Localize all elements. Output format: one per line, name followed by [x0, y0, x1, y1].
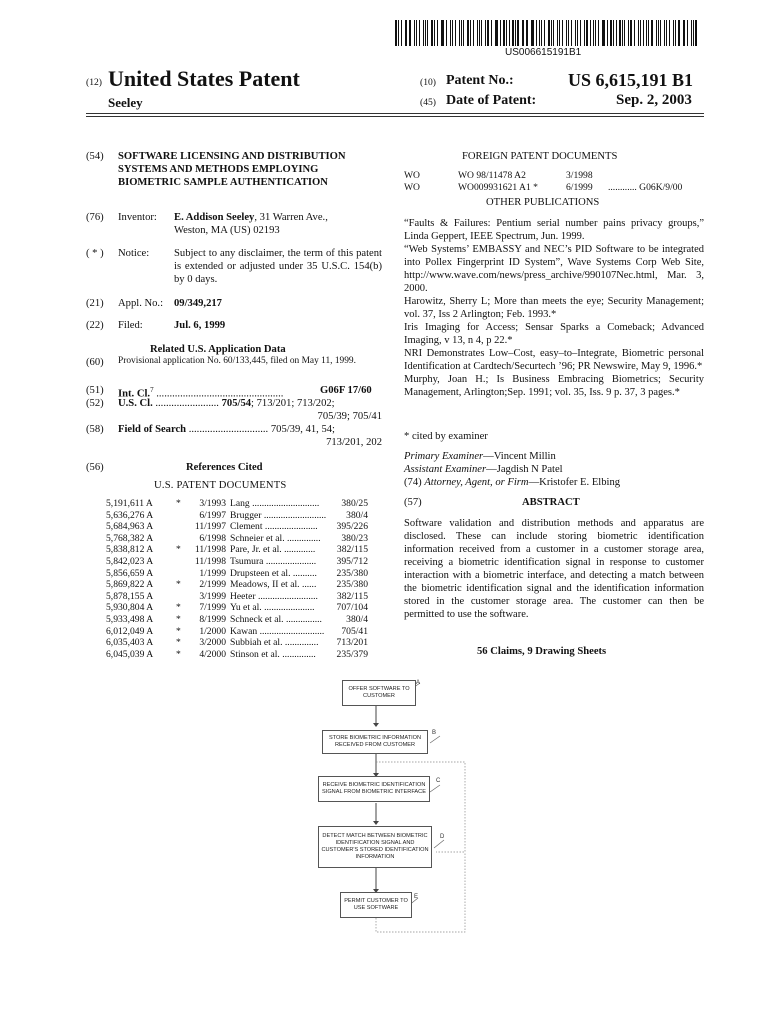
- us-doc-dots: ............................: [249, 498, 320, 509]
- us-doc-number: 5,930,804 A: [106, 602, 154, 614]
- date-label: Date of Patent:: [446, 93, 537, 108]
- us-doc-number: 6,035,403 A: [106, 637, 154, 649]
- us-doc-name-cell: [230, 568, 340, 580]
- barcode-bar: [437, 20, 438, 46]
- publication-entry: Harowitz, Sherry L; More than meets the eye; Security Management; vol. 37, Iss 2 Arlington; Feb. 1993.*: [404, 296, 704, 320]
- barcode-bar: [638, 20, 639, 46]
- barcode-bar: [463, 20, 464, 46]
- primary-examiner-name: —Vincent Millin: [483, 451, 556, 462]
- us-doc-dots: ...........................: [257, 625, 325, 637]
- barcode-bar: [441, 20, 442, 46]
- foreign-doc-class: ............ G06K/9/00: [608, 182, 683, 193]
- barcode-bar: [598, 20, 599, 46]
- barcode-bar: [509, 20, 510, 46]
- us-doc-name: Pare, Jr. et al.: [230, 544, 282, 556]
- inventor-label: Inventor:: [118, 212, 157, 223]
- us-doc-class: 705/41: [341, 625, 368, 637]
- us-doc-class: 713/201: [336, 637, 368, 649]
- us-doc-date: 8/1999: [199, 614, 226, 625]
- us-doc-name: Drupsteen et al.: [230, 567, 291, 579]
- barcode-bar: [575, 20, 576, 46]
- us-doc-dots: ..............: [279, 648, 316, 660]
- barcode-bar: [431, 20, 433, 46]
- us-doc-date: 1/2000: [199, 625, 226, 637]
- us-doc-name: Heeter: [230, 590, 256, 602]
- int-cl-sup: 7: [150, 386, 154, 394]
- foreign-doc-number: WO 98/11478 A2: [458, 170, 526, 181]
- foreign-doc-country: WO: [404, 170, 420, 181]
- code-45: (45): [420, 97, 436, 108]
- flowchart-step: PERMIT CUSTOMER TO USE SOFTWARE: [340, 892, 412, 918]
- primary-examiner: [404, 450, 556, 463]
- us-doc-number: 5,684,963 A: [106, 521, 154, 533]
- publication-entry: NRI Demonstrates Low–Cost, easy–to–Integrate, Biometric personal Identification at Cardtech/Securtech ’96; PR Newswire, May 9, 1996.*: [404, 348, 704, 372]
- code-60: (60): [86, 357, 104, 368]
- flowchart-step: OFFER SOFTWARE TO CUSTOMER: [342, 680, 416, 706]
- us-doc-dots: .....................: [263, 556, 317, 567]
- patent-number: US 6,615,191 B1: [568, 70, 694, 90]
- us-doc-date: 3/1999: [199, 590, 226, 602]
- claims-summary: 56 Claims, 9 Drawing Sheets: [477, 646, 607, 657]
- search-value-2: 713/201, 202: [326, 437, 382, 448]
- us-doc-dots: ..........: [290, 567, 317, 579]
- barcode-bar: [487, 20, 489, 46]
- barcode-bar: [559, 20, 560, 46]
- code-58: (58): [86, 424, 104, 435]
- us-doc-date: 4/2000: [199, 648, 226, 660]
- us-doc-dots: .........................: [255, 590, 318, 602]
- barcode-bar: [541, 20, 542, 46]
- int-cl-dots: ................................................: [153, 388, 284, 400]
- us-doc-name: Tsumura: [230, 556, 264, 567]
- notice-code: ( * ): [86, 248, 104, 259]
- us-doc-class: 380/4: [346, 614, 368, 625]
- attorney-code: (74): [404, 477, 422, 488]
- us-doc-name: Yu et al.: [230, 602, 262, 614]
- document-title: United States Patent: [108, 66, 300, 91]
- barcode-bar: [656, 20, 657, 46]
- barcode-bar: [496, 20, 497, 46]
- barcode-bar: [523, 20, 524, 46]
- us-doc-class: 380/25: [341, 498, 368, 509]
- barcode-bar: [577, 20, 578, 46]
- publication-entry: “Web Systems’ EMBASSY and NEC’s PID Software to be integrated into Pollex Fingerprint ID System”, Wave Systems Corp Web Site, http://www.wave.com/news/press_archive/990107Nec.html, Mar. 3, 2000.: [404, 244, 704, 294]
- barcode-bar: [571, 20, 572, 46]
- barcode-bar: [500, 20, 501, 46]
- us-doc-number: 5,838,812 A: [106, 544, 154, 556]
- barcode-bar: [506, 20, 507, 46]
- us-doc-class: 380/4: [346, 509, 368, 521]
- us-doc-date: 11/1998: [194, 544, 226, 556]
- code-76: (76): [86, 212, 104, 223]
- code-56: (56): [86, 462, 104, 473]
- assistant-examiner-name: —Jagdish N Patel: [486, 464, 563, 475]
- us-doc-dots: ..............: [284, 532, 321, 544]
- barcode-bar: [485, 20, 486, 46]
- barcode-bar: [551, 20, 552, 46]
- barcode-bar: [414, 20, 415, 46]
- us-cl-dots: ........................: [152, 398, 219, 409]
- us-doc-name: Lang: [230, 498, 250, 509]
- us-doc-dots: ..............: [282, 637, 319, 649]
- barcode-bar: [628, 20, 629, 46]
- barcode-bar: [616, 20, 617, 46]
- us-doc-dots: ...............: [283, 614, 322, 625]
- barcode-bar: [531, 20, 532, 46]
- flowchart-step: DETECT MATCH BETWEEN BIOMETRIC IDENTIFICATION SIGNAL AND CUSTOMER'S STORED IDENTIFICATION INFORMATION: [318, 826, 432, 868]
- abstract-code: (57): [404, 497, 422, 508]
- patent-date: Sep. 2, 2003: [616, 92, 692, 108]
- barcode-bar: [695, 20, 697, 46]
- barcode-bar: [658, 20, 659, 46]
- int-cl-label: Int. Cl.: [118, 388, 151, 400]
- foreign-doc-number: WO009931621 A1 *: [458, 182, 538, 193]
- barcode-bar: [446, 20, 448, 46]
- barcode-bar: [557, 20, 558, 46]
- barcode-bar: [646, 20, 647, 46]
- abstract-heading: ABSTRACT: [522, 497, 580, 508]
- barcode-bar: [651, 20, 653, 46]
- barcode-bar: [409, 20, 411, 46]
- inventor-address: , 31 Warren Ave.,: [254, 212, 328, 223]
- us-doc-date: 11/1998: [194, 556, 226, 567]
- us-doc-name-cell: [230, 510, 340, 522]
- us-doc-date: 6/1998: [199, 532, 226, 544]
- us-doc-number: 6,012,049 A: [106, 625, 154, 637]
- barcode-bar: [643, 20, 644, 46]
- barcode-bar: [691, 20, 692, 46]
- barcode-bar: [442, 20, 443, 46]
- inventor-short: Seeley: [108, 95, 143, 110]
- attorney-name: —Kristofer E. Elbing: [528, 477, 621, 488]
- inventor-line: [174, 211, 328, 224]
- us-doc-name: Stinson et al.: [230, 648, 280, 660]
- flowchart-step-tag: C: [436, 778, 441, 784]
- barcode-bar: [619, 20, 620, 46]
- us-doc-name: Schneck et al.: [230, 614, 284, 625]
- foreign-doc-date: 3/1998: [566, 170, 593, 181]
- code-12: (12): [86, 77, 102, 88]
- search-label: Field of Search: [118, 424, 187, 435]
- patent-no-label: Patent No.:: [446, 73, 514, 88]
- us-doc-star: *: [176, 625, 181, 637]
- us-doc-class: 707/104: [336, 602, 368, 614]
- inventor-name: E. Addison Seeley: [174, 212, 255, 223]
- foreign-doc-country: WO: [404, 182, 420, 193]
- us-doc-name: Meadows, II et al.: [230, 579, 300, 591]
- code-10: (10): [420, 77, 436, 88]
- us-doc-dots: ......: [299, 579, 317, 591]
- us-doc-class: 382/115: [336, 544, 368, 556]
- filed-label: Filed:: [118, 320, 143, 331]
- us-docs-heading: U.S. PATENT DOCUMENTS: [154, 480, 287, 491]
- barcode-bar: [595, 20, 596, 46]
- us-doc-name: Subbiah et al.: [230, 637, 283, 649]
- barcode-bar: [613, 20, 614, 46]
- barcode-bar: [584, 20, 585, 46]
- barcode-bar: [693, 20, 694, 46]
- us-doc-star: *: [176, 602, 181, 614]
- barcode-bar: [526, 20, 528, 46]
- us-doc-star: *: [176, 614, 181, 625]
- us-doc-date: 1/1999: [199, 567, 226, 579]
- flowchart-step: STORE BIOMETRIC INFORMATION RECEIVED FROM CUSTOMER: [322, 730, 428, 754]
- barcode-bar: [450, 20, 451, 46]
- us-doc-dots: ......................: [262, 521, 318, 533]
- barcode-bar: [586, 20, 588, 46]
- us-doc-class: 235/379: [336, 648, 368, 660]
- barcode-bar: [648, 20, 649, 46]
- us-cl-main: 705/54: [221, 398, 252, 409]
- us-doc-name-cell: [230, 579, 340, 591]
- barcode-bar: [675, 20, 677, 46]
- other-pubs-heading: OTHER PUBLICATIONS: [486, 197, 600, 208]
- barcode-bar: [602, 20, 603, 46]
- flowchart-step-tag: A: [416, 680, 421, 686]
- us-doc-class: 395/712: [336, 556, 368, 567]
- us-doc-dots: ..........................: [261, 509, 327, 521]
- barcode-bar: [461, 20, 462, 46]
- barcode: [395, 20, 700, 46]
- inventor-address-2: Weston, MA (US) 02193: [174, 225, 280, 236]
- barcode-bar: [395, 20, 397, 46]
- code-52: (52): [86, 398, 104, 409]
- us-doc-number: 6,045,039 A: [106, 648, 154, 660]
- us-doc-star: *: [176, 648, 181, 660]
- flowchart-step-tag: E: [414, 894, 419, 900]
- barcode-number: US006615191B1: [505, 47, 582, 58]
- barcode-bar: [624, 20, 625, 46]
- us-doc-name-cell: [230, 614, 340, 626]
- barcode-bar: [664, 20, 665, 46]
- barcode-bar: [481, 20, 482, 46]
- us-doc-number: 5,869,822 A: [106, 579, 154, 591]
- code-22: (22): [86, 320, 104, 331]
- flowchart-step-tag: D: [440, 834, 445, 840]
- us-doc-date: 7/1999: [199, 602, 226, 614]
- barcode-bar: [544, 20, 545, 46]
- us-doc-class: 235/380: [336, 579, 368, 591]
- us-doc-name-cell: [230, 544, 340, 556]
- us-doc-star: *: [176, 498, 181, 509]
- barcode-bar: [548, 20, 550, 46]
- barcode-bar: [479, 20, 480, 46]
- us-doc-name: Kawan: [230, 625, 258, 637]
- barcode-bar: [467, 20, 469, 46]
- appl-no-value: 09/349,217: [174, 298, 222, 309]
- related-heading: Related U.S. Application Data: [150, 344, 286, 355]
- us-doc-name-cell: [230, 521, 340, 533]
- foreign-doc-date: 6/1999: [566, 182, 593, 193]
- barcode-bar: [434, 20, 435, 46]
- barcode-bar: [517, 20, 518, 46]
- us-doc-date: 3/1993: [199, 498, 226, 509]
- barcode-bar: [405, 20, 406, 46]
- barcode-bar: [568, 20, 570, 46]
- references-heading: References Cited: [186, 462, 263, 473]
- notice-label: Notice:: [118, 248, 150, 259]
- barcode-bar: [580, 20, 581, 46]
- search-dots: ..............................: [186, 424, 269, 435]
- barcode-bar: [640, 20, 641, 46]
- barcode-bar: [536, 20, 537, 46]
- us-doc-class: 382/115: [336, 590, 368, 602]
- assistant-examiner-label: Assistant Examiner: [404, 464, 487, 475]
- us-cl-row: [118, 397, 335, 410]
- us-doc-date: 11/1997: [194, 521, 226, 533]
- publication-entry: Murphy, Joan H.; Is Business Embracing Biometrics; Security Management, Arlington;Sep. 1991; vol. 35, Iss. 9 p. 37, 3 pages.*: [404, 374, 704, 398]
- barcode-bar: [566, 20, 567, 46]
- search-value: 705/39, 41, 54;: [270, 424, 335, 435]
- header-rule: [86, 113, 704, 114]
- barcode-bar: [553, 20, 554, 46]
- barcode-bar: [512, 20, 513, 46]
- us-doc-date: 2/1999: [199, 579, 226, 591]
- barcode-bar: [683, 20, 684, 46]
- code-51: (51): [86, 385, 104, 396]
- barcode-bar: [459, 20, 460, 46]
- publications-list: [404, 217, 704, 399]
- us-doc-number: 5,856,659 A: [106, 567, 154, 579]
- barcode-bar: [423, 20, 424, 46]
- us-doc-name-cell: [230, 602, 340, 614]
- us-doc-date: 6/1997: [199, 509, 226, 521]
- us-doc-star: *: [176, 637, 181, 649]
- us-doc-number: 5,191,611 A: [106, 498, 153, 509]
- header-rule: [86, 116, 704, 117]
- int-cl-value: G06F 17/60: [320, 385, 372, 396]
- us-doc-date: 3/2000: [199, 637, 226, 649]
- barcode-bar: [491, 20, 492, 46]
- invention-title: SOFTWARE LICENSING AND DISTRIBUTION SYSTEMS AND METHODS EMPLOYING BIOMETRIC SAMPLE AUTHENTICATION: [118, 151, 346, 188]
- appl-no-label: Appl. No.:: [118, 298, 164, 309]
- barcode-bar: [425, 20, 426, 46]
- foreign-heading: FOREIGN PATENT DOCUMENTS: [462, 151, 618, 162]
- us-doc-name-cell: [230, 556, 340, 568]
- code-21: (21): [86, 298, 104, 309]
- us-doc-dots: .....................: [261, 602, 315, 614]
- us-cl-rest-2: 705/39; 705/41: [317, 411, 382, 422]
- barcode-bar: [678, 20, 679, 46]
- us-doc-name: Brugger: [230, 509, 262, 521]
- attorney-label: Attorney, Agent, or Firm: [424, 477, 529, 488]
- barcode-bar: [532, 20, 533, 46]
- us-doc-name-cell: [230, 637, 340, 649]
- barcode-bar: [539, 20, 540, 46]
- barcode-bar: [684, 20, 685, 46]
- provisional-text: Provisional application No. 60/133,445, filed on May 11, 1999.: [118, 356, 356, 366]
- barcode-bar: [416, 20, 417, 46]
- filed-value: Jul. 6, 1999: [174, 320, 226, 331]
- barcode-bar: [452, 20, 453, 46]
- barcode-bar: [477, 20, 478, 46]
- notice-text: Subject to any disclaimer, the term of this patent is extended or adjusted under 35 U.S.C. 154(b) by 0 days.: [174, 248, 382, 285]
- code-54: (54): [86, 151, 104, 162]
- publication-entry: Iris Imaging for Access; Sensar Sparks a Comeback; Advanced Imaging, v 13, n 4, p 22.*: [404, 322, 704, 346]
- publication-entry: “Faults & Failures: Pentium serial number pains privacy groups,” Linda Geppert, IEEE Spectrum, Jun. 1999.: [404, 218, 704, 242]
- assistant-examiner: [404, 463, 563, 476]
- barcode-bar: [455, 20, 456, 46]
- abstract-text: Software validation and distribution methods and apparatus are disclosed. These can include storing biometric identification information received from a customer in a customer storage area, receiving a biometric identification signal in response to customer interaction with a biometric interface, and detecting a match between the biometric identification signal and the identification information stored in the customer storage area. The customer can then be permitted to use the software.: [404, 518, 704, 620]
- us-doc-number: 5,842,023 A: [106, 556, 154, 567]
- us-doc-name-cell: [230, 533, 340, 545]
- us-doc-name-cell: [230, 649, 340, 661]
- barcode-bar: [590, 20, 591, 46]
- primary-examiner-label: Primary Examiner: [404, 451, 484, 462]
- barcode-bar: [503, 20, 505, 46]
- us-doc-name-cell: [230, 591, 340, 603]
- barcode-bar: [473, 20, 474, 46]
- us-doc-star: *: [176, 579, 181, 591]
- barcode-bar: [406, 20, 407, 46]
- barcode-bar: [669, 20, 670, 46]
- barcode-bar: [630, 20, 632, 46]
- barcode-bar: [607, 20, 608, 46]
- us-doc-dots: .............: [281, 544, 316, 556]
- us-cl-rest: ; 713/201; 713/202;: [251, 398, 335, 409]
- barcode-bar: [634, 20, 635, 46]
- barcode-bar: [593, 20, 594, 46]
- search-row: [118, 423, 335, 436]
- us-doc-class: 395/226: [336, 521, 368, 533]
- barcode-bar: [666, 20, 667, 46]
- barcode-bar: [603, 20, 604, 46]
- us-doc-class: 380/23: [341, 532, 368, 544]
- barcode-bar: [522, 20, 523, 46]
- barcode-bar: [427, 20, 428, 46]
- us-doc-name-cell: [230, 626, 340, 638]
- barcode-bar: [622, 20, 623, 46]
- barcode-bar: [419, 20, 420, 46]
- us-doc-number: 5,768,382 A: [106, 532, 154, 544]
- barcode-bar: [495, 20, 496, 46]
- barcode-bar: [515, 20, 516, 46]
- barcode-bar: [660, 20, 661, 46]
- us-doc-class: 235/380: [336, 567, 368, 579]
- barcode-bar: [687, 20, 688, 46]
- us-doc-number: 5,878,155 A: [106, 590, 154, 602]
- flowchart-step-tag: B: [432, 730, 437, 736]
- us-doc-name-cell: [230, 498, 340, 510]
- us-doc-star: *: [176, 544, 181, 556]
- barcode-bar: [470, 20, 471, 46]
- cited-note: * cited by examiner: [404, 431, 488, 442]
- us-doc-name: Schneier et al.: [230, 532, 285, 544]
- attorney: [404, 476, 620, 489]
- us-doc-number: 5,636,276 A: [106, 509, 154, 521]
- us-cl-label: U.S. Cl.: [118, 398, 153, 409]
- us-doc-name: Clement: [230, 521, 263, 533]
- barcode-bar: [398, 20, 399, 46]
- us-doc-number: 5,933,498 A: [106, 614, 154, 625]
- barcode-bar: [673, 20, 674, 46]
- flowchart-step: RECEIVE BIOMETRIC IDENTIFICATION SIGNAL FROM BIOMETRIC INTERFACE: [318, 776, 430, 802]
- barcode-bar: [562, 20, 563, 46]
- barcode-bar: [610, 20, 612, 46]
- barcode-bar: [401, 20, 402, 46]
